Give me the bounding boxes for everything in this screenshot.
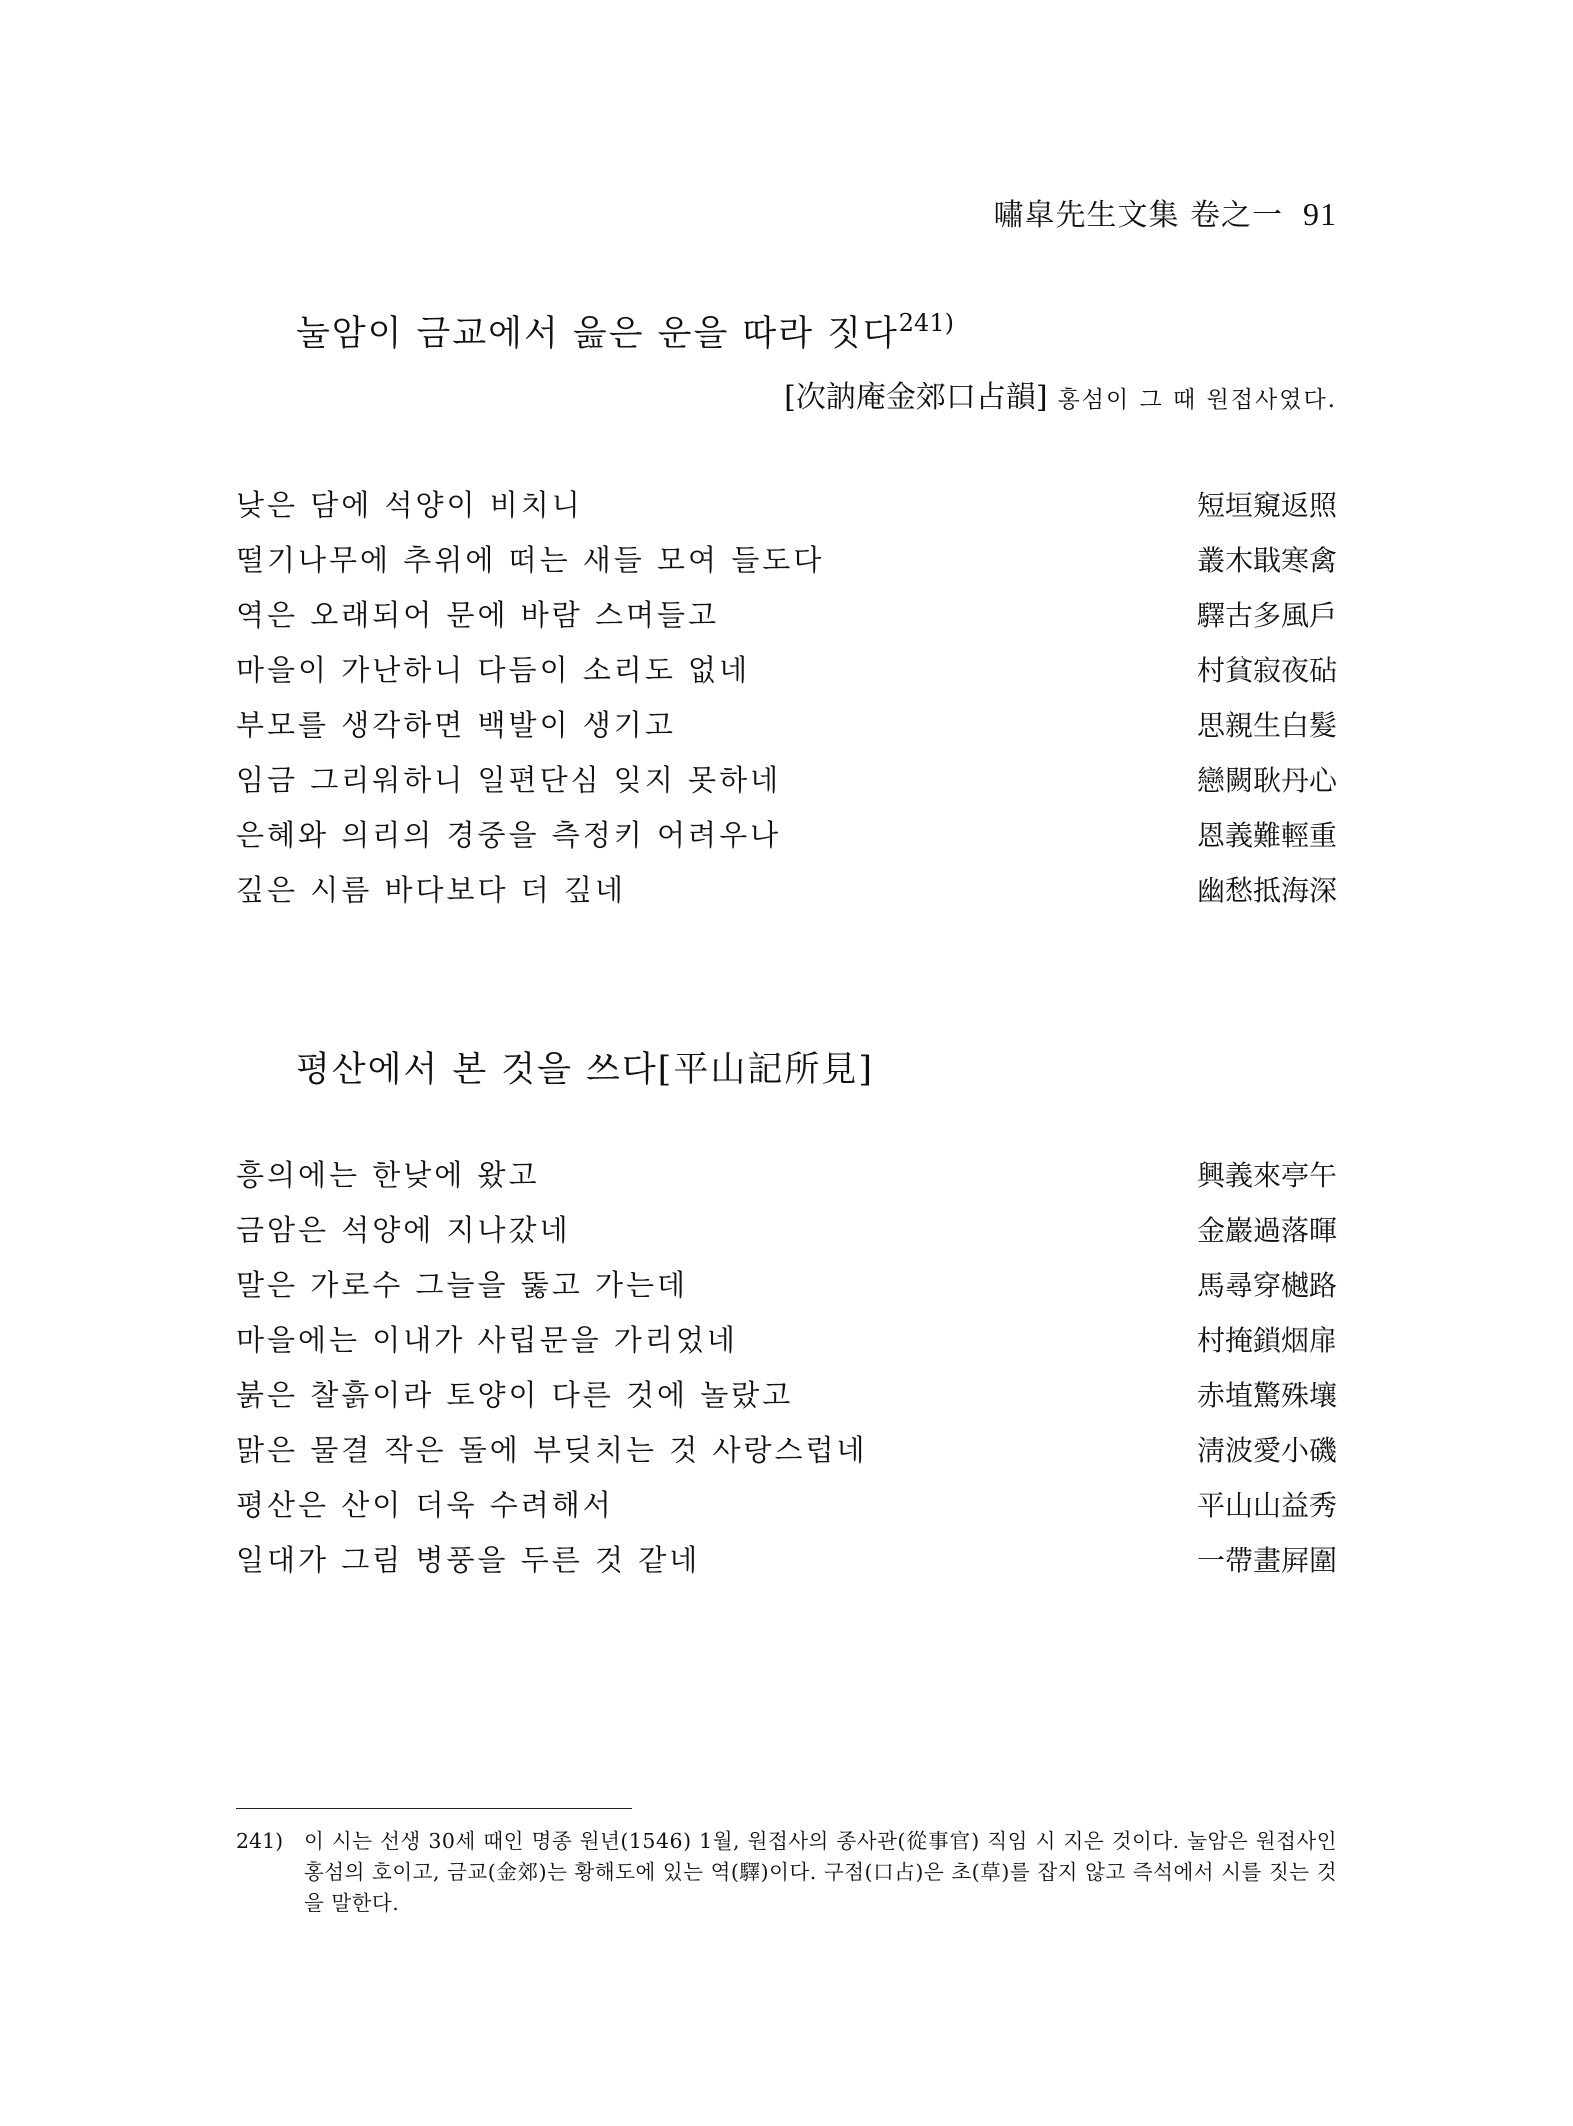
- korean-verse: 임금 그리워하니 일편단심 잊지 못하네: [236, 763, 782, 797]
- poem-line: [236, 1428, 1337, 1483]
- poem2-body: [236, 1153, 1337, 1593]
- hanja-verse: 赤埴驚殊壤: [1196, 1379, 1337, 1412]
- poem-line: [236, 483, 1337, 538]
- hanja-verse: 思親生白髮: [1196, 709, 1337, 742]
- poem-line: [236, 1538, 1337, 1593]
- korean-verse: 깊은 시름 바다보다 더 깊네: [236, 873, 627, 907]
- poem-line: [236, 1208, 1337, 1263]
- korean-verse: 일대가 그림 병풍을 두른 것 같네: [236, 1543, 701, 1577]
- poem1-title-text: 눌암이 금교에서 읊은 운을 따라 짓다: [296, 314, 899, 354]
- hanja-verse: 平山山益秀: [1196, 1489, 1337, 1522]
- poem-line: [236, 593, 1337, 648]
- poem-line: [236, 868, 1337, 923]
- poem-line: [236, 1373, 1337, 1428]
- korean-verse: 마을에는 이내가 사립문을 가리었네: [236, 1323, 738, 1357]
- hanja-verse: 村掩鎖烟扉: [1196, 1324, 1337, 1357]
- poem-line: [236, 1483, 1337, 1538]
- poem-line: [236, 703, 1337, 758]
- korean-verse: 평산은 산이 더욱 수려해서: [236, 1488, 614, 1522]
- hanja-verse: 短垣窺返照: [1196, 489, 1337, 522]
- korean-verse: 역은 오래되어 문에 바람 스며들고: [236, 598, 720, 632]
- korean-verse: 마을이 가난하니 다듬이 소리도 없네: [236, 653, 751, 687]
- poem1-subtitle: [784, 372, 1337, 416]
- poem-line: [236, 648, 1337, 703]
- korean-verse: 부모를 생각하면 백발이 생기고: [236, 708, 676, 742]
- footnote-divider: [236, 1808, 632, 1809]
- poem1-subtitle-hanja: [次訥庵金郊口占韻]: [784, 380, 1048, 415]
- hanja-verse: 村貧寂夜砧: [1196, 654, 1337, 687]
- poem2-title-text: 평산에서 본 것을 쓰다[平山記所見]: [296, 1050, 874, 1090]
- hanja-verse: 一帶畫屛圍: [1196, 1544, 1337, 1577]
- korean-verse: 흥의에는 한낮에 왔고: [236, 1158, 540, 1192]
- poem-line: [236, 1318, 1337, 1373]
- hanja-verse: 驛古多風戶: [1196, 599, 1337, 632]
- korean-verse: 금암은 석양에 지나갔네: [236, 1213, 571, 1247]
- poem-line: [236, 538, 1337, 593]
- poem-line: [236, 1263, 1337, 1318]
- hanja-verse: 淸波愛小磯: [1196, 1434, 1337, 1467]
- book-title: 嘯皐先生文集 卷之一: [993, 198, 1283, 233]
- hanja-verse: 金巖過落暉: [1196, 1214, 1337, 1247]
- poem-line: [236, 1153, 1337, 1208]
- hanja-verse: 興義來亭午: [1196, 1159, 1337, 1192]
- poem-line: [236, 813, 1337, 868]
- hanja-verse: 幽愁抵海深: [1196, 874, 1337, 907]
- hanja-verse: 叢木戢寒禽: [1196, 544, 1337, 577]
- poem-line: [236, 758, 1337, 813]
- korean-verse: 말은 가로수 그늘을 뚫고 가는데: [236, 1268, 689, 1302]
- poem2-title: [296, 1042, 874, 1092]
- poem1-title: [296, 306, 954, 356]
- hanja-verse: 馬尋穿樾路: [1196, 1269, 1337, 1302]
- poem1-body: [236, 483, 1337, 923]
- page-number: 91: [1303, 196, 1337, 232]
- footnote-241: [236, 1826, 1337, 1919]
- korean-verse: 떨기나무에 추위에 떠는 새들 모여 들도다: [236, 543, 825, 577]
- footnote-number: 241): [236, 1829, 284, 1853]
- poem1-subtitle-note: 홍섬이 그 때 원접사였다.: [1057, 387, 1337, 413]
- footnote-text: 이 시는 선생 30세 때인 명종 원년(1546) 1월, 원접사의 종사관(從事官) 직임 시 지은 것이다. 눌암은 원접사인 홍섬의 호이고, 금교(金郊)는 황해도에 있는 역(驛)이다. 구점(口占)은 초(草)를 잡지 않고 즉석에서 시를 짓는 것을 말한다.: [304, 1829, 1337, 1915]
- korean-verse: 맑은 물결 작은 돌에 부딪치는 것 사랑스럽네: [236, 1433, 868, 1467]
- hanja-verse: 恩義難輕重: [1196, 819, 1337, 852]
- korean-verse: 붉은 찰흙이라 토양이 다른 것에 놀랐고: [236, 1378, 794, 1412]
- footnote-ref-241[interactable]: 241): [898, 309, 954, 337]
- korean-verse: 낮은 담에 석양이 비치니: [236, 488, 583, 522]
- korean-verse: 은혜와 의리의 경중을 측정키 어려우나: [236, 818, 782, 852]
- running-header: [993, 190, 1337, 234]
- hanja-verse: 戀闕耿丹心: [1196, 764, 1337, 797]
